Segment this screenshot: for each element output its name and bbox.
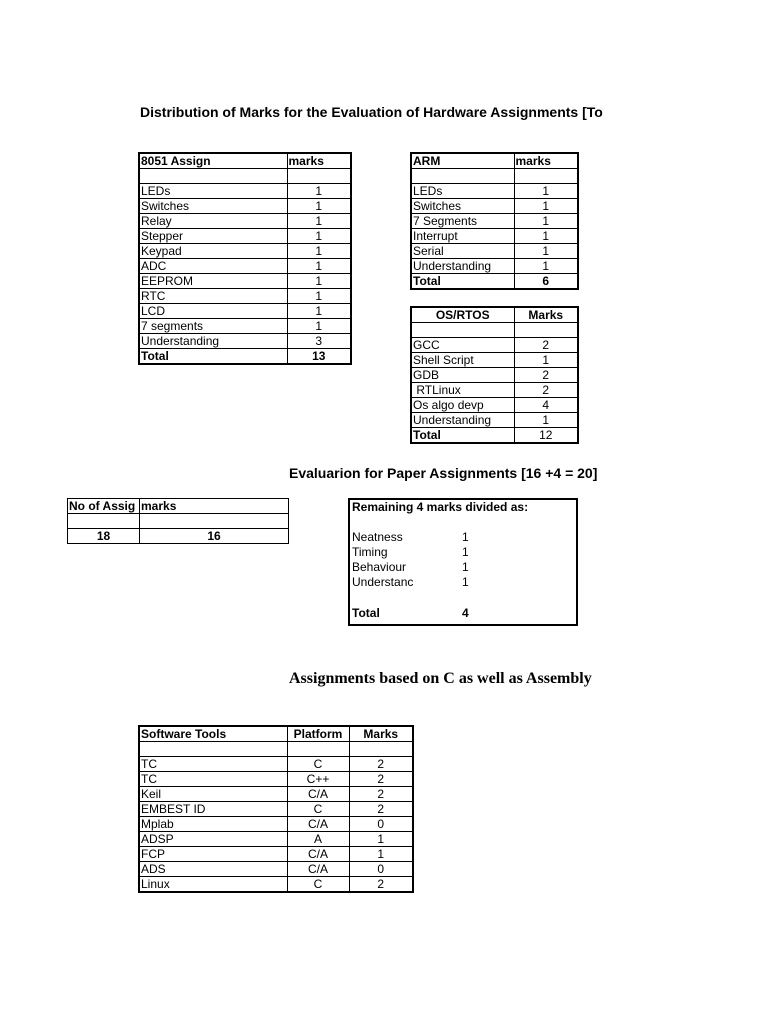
- cell: 2: [349, 772, 413, 787]
- cell: RTLinux: [411, 383, 514, 398]
- table-arm: [410, 152, 579, 290]
- cell: 3: [287, 334, 351, 349]
- cell: C/A: [287, 787, 349, 802]
- total-label: Total: [411, 428, 514, 444]
- table-row: [139, 772, 413, 787]
- cell: 7 segments: [139, 319, 287, 334]
- cell: Interrupt: [411, 229, 514, 244]
- remaining-marks-box: [348, 498, 578, 626]
- header-cell: Marks: [349, 726, 413, 742]
- cell: 1: [514, 259, 578, 274]
- table-header-row: [139, 726, 413, 742]
- cell: EEPROM: [139, 274, 287, 289]
- cell: LEDs: [411, 184, 514, 199]
- item-value: 1: [462, 530, 469, 544]
- cell: 2: [514, 383, 578, 398]
- table-row: [139, 817, 413, 832]
- table-row-empty: [139, 742, 413, 757]
- remaining-item: [352, 530, 469, 545]
- table-row: [139, 334, 351, 349]
- cell: A: [287, 832, 349, 847]
- cell: 1: [287, 304, 351, 319]
- total-label: Total: [139, 349, 287, 365]
- cell: 1: [287, 184, 351, 199]
- cell: Understanding: [411, 413, 514, 428]
- item-label: Timing: [352, 545, 388, 559]
- table-total-row: [411, 428, 578, 444]
- table-row-empty: [139, 169, 351, 184]
- table-row: [139, 229, 351, 244]
- table-row: [139, 319, 351, 334]
- cell: ADSP: [139, 832, 287, 847]
- cell: 0: [349, 817, 413, 832]
- table-header-row: [411, 153, 578, 169]
- table-row: [411, 199, 578, 214]
- cell: GDB: [411, 368, 514, 383]
- table-row: [139, 199, 351, 214]
- table-row: [411, 244, 578, 259]
- cell: Linux: [139, 877, 287, 893]
- table-software-tools: [138, 725, 414, 893]
- item-label: Understanc: [352, 575, 414, 589]
- table-row: [139, 787, 413, 802]
- cell: EMBEST ID: [139, 802, 287, 817]
- cell: C/A: [287, 847, 349, 862]
- cell: 2: [349, 802, 413, 817]
- table-row: [139, 877, 413, 893]
- cell: Mplab: [139, 817, 287, 832]
- cell: 1: [514, 353, 578, 368]
- item-value: 1: [462, 560, 469, 574]
- cell: Keypad: [139, 244, 287, 259]
- table-header-row: [68, 499, 289, 514]
- total-value: 4: [462, 606, 469, 620]
- cell: FCP: [139, 847, 287, 862]
- item-value: 1: [462, 575, 469, 589]
- cell: Shell Script: [411, 353, 514, 368]
- cell: 7 Segments: [411, 214, 514, 229]
- table-row: [411, 413, 578, 428]
- header-cell: OS/RTOS: [411, 307, 514, 323]
- cell: 1: [287, 244, 351, 259]
- table-row: [411, 214, 578, 229]
- header-cell: marks: [287, 153, 351, 169]
- table-header-row: [411, 307, 578, 323]
- total-value: 13: [287, 349, 351, 365]
- total-value: 6: [514, 274, 578, 290]
- header-cell: marks: [514, 153, 578, 169]
- cell: RTC: [139, 289, 287, 304]
- table-paper: [67, 498, 289, 544]
- cell: 16: [140, 529, 289, 544]
- cell: C: [287, 877, 349, 893]
- cell: LCD: [139, 304, 287, 319]
- cell: Relay: [139, 214, 287, 229]
- table-row: [411, 353, 578, 368]
- cell: 4: [514, 398, 578, 413]
- cell: 2: [349, 877, 413, 893]
- table-os-rtos: [410, 306, 579, 444]
- cell: 18: [68, 529, 140, 544]
- table-row: [139, 259, 351, 274]
- cell: C: [287, 757, 349, 772]
- header-cell: ARM: [411, 153, 514, 169]
- table-row: [139, 862, 413, 877]
- table-row: [139, 757, 413, 772]
- cell: Switches: [411, 199, 514, 214]
- c-assembly-title: Assignments based on C as well as Assembly: [289, 670, 592, 687]
- item-label: Behaviour: [352, 560, 407, 574]
- cell: 1: [514, 244, 578, 259]
- table-row-empty: [411, 323, 578, 338]
- cell: 2: [514, 368, 578, 383]
- header-cell: No of Assig: [68, 499, 140, 514]
- cell: Switches: [139, 199, 287, 214]
- table-row: [139, 847, 413, 862]
- cell: 2: [349, 787, 413, 802]
- table-row: [68, 529, 289, 544]
- table-row-empty: [411, 169, 578, 184]
- table-8051: [138, 152, 352, 365]
- table-total-row: [139, 349, 351, 365]
- cell: Understanding: [411, 259, 514, 274]
- cell: 0: [349, 862, 413, 877]
- remaining-item: [352, 545, 469, 560]
- cell: 2: [349, 757, 413, 772]
- cell: 1: [287, 319, 351, 334]
- table-row: [139, 274, 351, 289]
- cell: Stepper: [139, 229, 287, 244]
- header-cell: 8051 Assign: [139, 153, 287, 169]
- cell: C/A: [287, 817, 349, 832]
- table-row: [411, 398, 578, 413]
- cell: 1: [287, 214, 351, 229]
- table-row: [411, 383, 578, 398]
- table-row: [139, 289, 351, 304]
- cell: TC: [139, 757, 287, 772]
- header-cell: marks: [140, 499, 289, 514]
- cell: 1: [287, 229, 351, 244]
- total-value: 12: [514, 428, 578, 444]
- table-row: [139, 184, 351, 199]
- cell: Keil: [139, 787, 287, 802]
- cell: 1: [287, 199, 351, 214]
- item-value: 1: [462, 545, 469, 559]
- cell: ADS: [139, 862, 287, 877]
- cell: C++: [287, 772, 349, 787]
- total-label: Total: [411, 274, 514, 290]
- table-row: [139, 304, 351, 319]
- cell: ADC: [139, 259, 287, 274]
- remaining-item: [352, 560, 469, 575]
- cell: 1: [514, 199, 578, 214]
- remaining-heading: Remaining 4 marks divided as:: [352, 500, 529, 514]
- cell: TC: [139, 772, 287, 787]
- cell: 1: [349, 847, 413, 862]
- cell: 1: [514, 229, 578, 244]
- cell: C: [287, 802, 349, 817]
- table-row: [411, 368, 578, 383]
- cell: 1: [287, 289, 351, 304]
- header-cell: Marks: [514, 307, 578, 323]
- cell: 1: [287, 259, 351, 274]
- table-row: [139, 214, 351, 229]
- cell: 1: [514, 184, 578, 199]
- table-row: [139, 832, 413, 847]
- table-row-empty: [68, 514, 289, 529]
- table-row: [411, 184, 578, 199]
- table-total-row: [411, 274, 578, 290]
- cell: C/A: [287, 862, 349, 877]
- cell: 1: [349, 832, 413, 847]
- remaining-total: [352, 606, 469, 621]
- remaining-item: [352, 575, 469, 590]
- header-cell: Software Tools: [139, 726, 287, 742]
- cell: 1: [514, 413, 578, 428]
- cell: Understanding: [139, 334, 287, 349]
- table-header-row: [139, 153, 351, 169]
- header-cell: Platform: [287, 726, 349, 742]
- table-row: [411, 338, 578, 353]
- cell: 1: [514, 214, 578, 229]
- table-row: [411, 229, 578, 244]
- table-row: [139, 802, 413, 817]
- cell: Os algo devp: [411, 398, 514, 413]
- item-label: Neatness: [352, 530, 403, 544]
- cell: 2: [514, 338, 578, 353]
- cell: 1: [287, 274, 351, 289]
- total-label: Total: [352, 606, 380, 620]
- paper-title: Evaluarion for Paper Assignments [16 +4 = 20]: [289, 465, 598, 481]
- cell: Serial: [411, 244, 514, 259]
- table-row: [411, 259, 578, 274]
- table-row: [139, 244, 351, 259]
- cell: GCC: [411, 338, 514, 353]
- hardware-title: Distribution of Marks for the Evaluation of Hardware Assignments [To: [140, 104, 603, 120]
- cell: LEDs: [139, 184, 287, 199]
